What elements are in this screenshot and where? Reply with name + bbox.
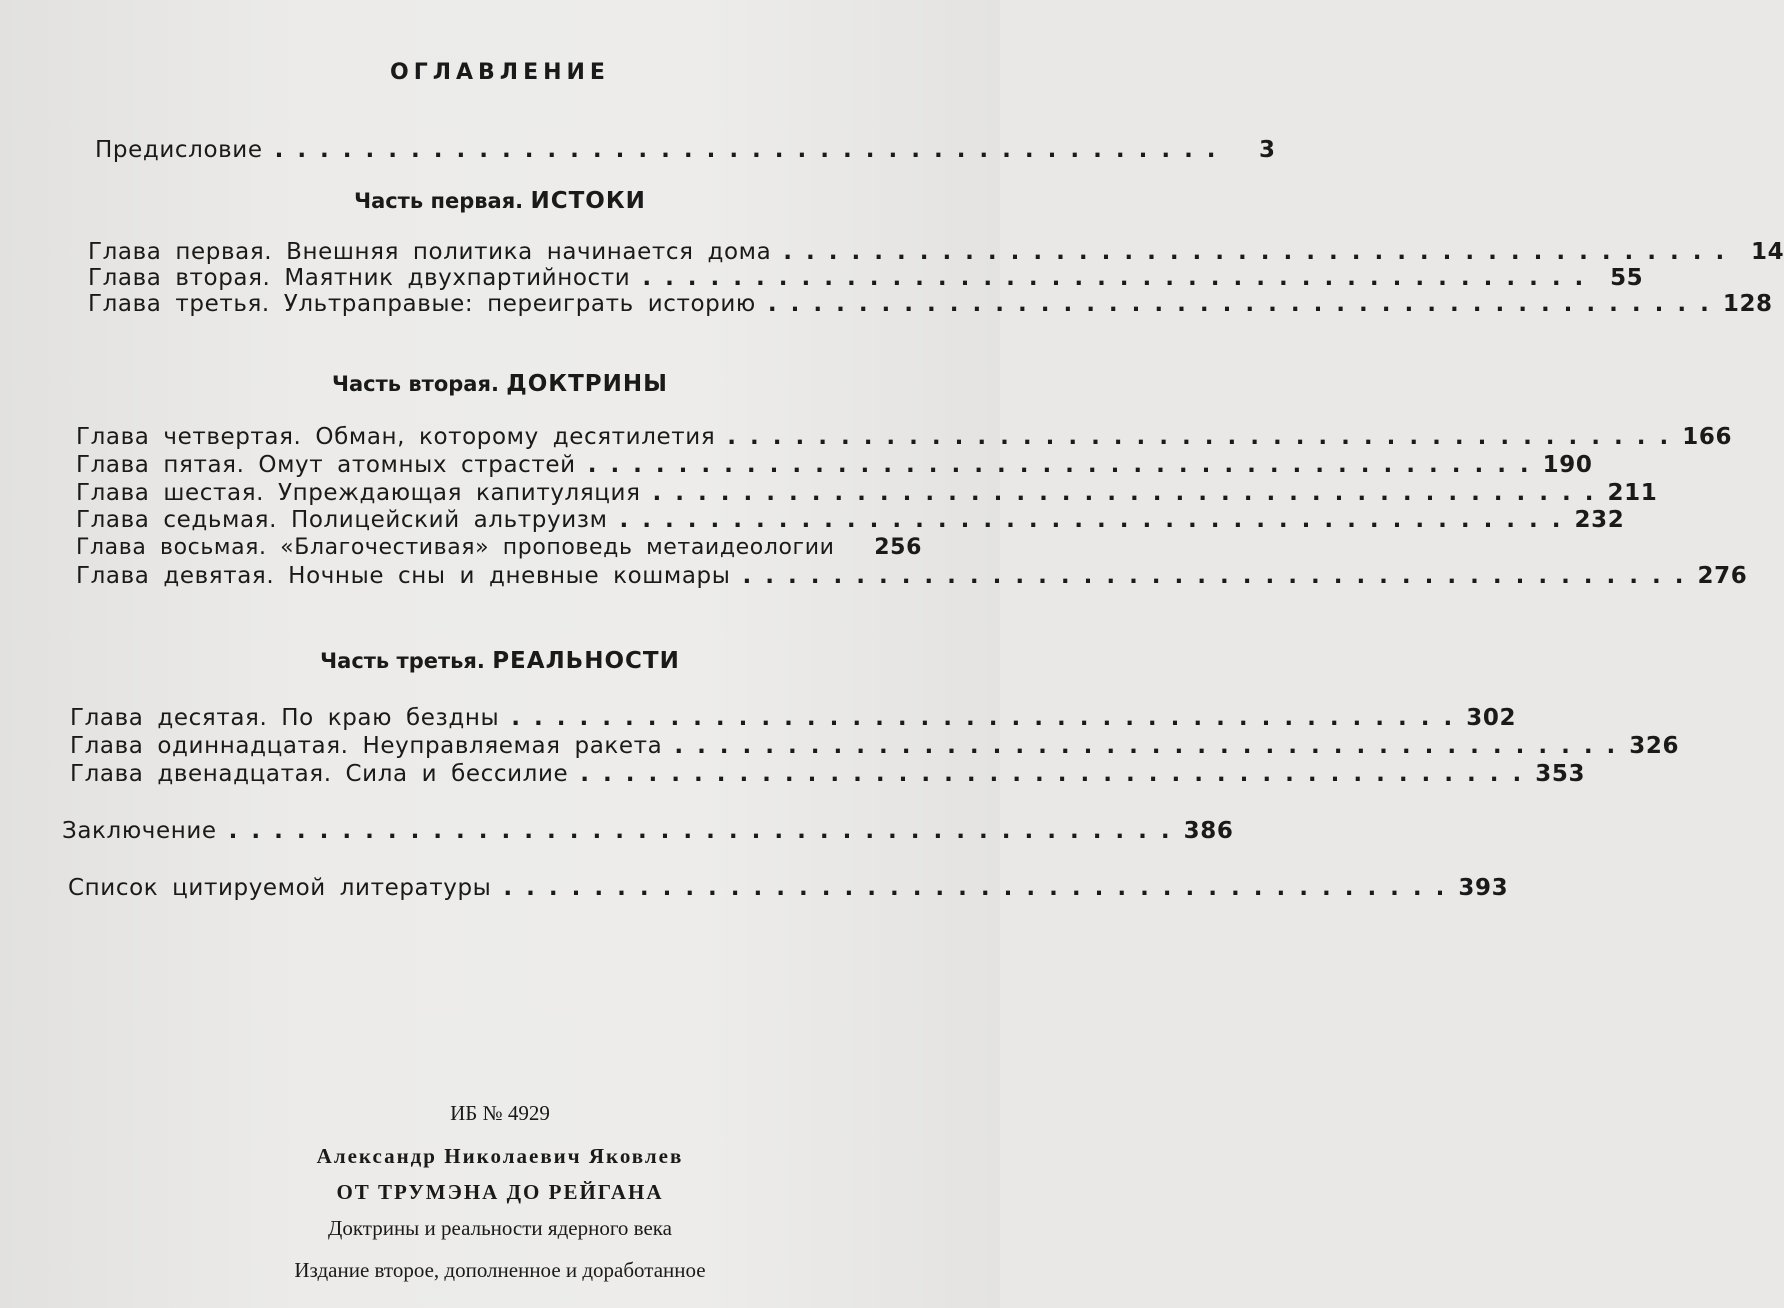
entry-label: Глава двенадцатая. Сила и бессилие	[70, 761, 569, 787]
entry-page: 256	[874, 535, 922, 560]
leader-dots: ..........................................	[511, 705, 1467, 731]
part-heading-2	[0, 371, 1000, 397]
toc-entry-bibliography	[68, 875, 1509, 901]
entry-page: 55	[1610, 265, 1644, 291]
leader-dots: ..........................................	[727, 424, 1683, 450]
toc-entry-chapter-7	[76, 507, 1625, 533]
toc-title: ОГЛАВЛЕНИЕ	[390, 60, 610, 85]
entry-page: 14	[1751, 239, 1784, 265]
leader-dots: ..........................................	[274, 137, 1230, 163]
entry-label: Глава десятая. По краю бездны	[70, 705, 500, 731]
leader-dots: ..........................................	[767, 291, 1723, 317]
toc-entry-chapter-12	[70, 761, 1586, 787]
toc-entry-chapter-9	[76, 563, 1748, 589]
part-label: Часть вторая.	[332, 372, 499, 396]
toc-entry-conclusion	[62, 818, 1234, 844]
toc-entry-chapter-10	[70, 705, 1517, 731]
leader-dots: ..........................................	[783, 239, 1739, 265]
imprint-edition: Издание второе, дополненное и доработанное	[294, 1258, 706, 1282]
leader-dots: ..........................................	[228, 818, 1184, 844]
entry-label: Глава вторая. Маятник двухпартийности	[88, 265, 631, 291]
imprint-subtitle: Доктрины и реальности ядерного века	[328, 1216, 672, 1240]
part-heading-1	[0, 188, 1000, 214]
imprint-ib-number: ИБ № 4929	[450, 1101, 550, 1125]
entry-page: 353	[1535, 761, 1586, 787]
leader-dots: ..........................................	[742, 563, 1698, 589]
entry-label: Глава третья. Ультраправые: переиграть историю	[88, 291, 756, 317]
entry-label: Глава девятая. Ночные сны и дневные кошмары	[76, 563, 731, 589]
leader-dots: ..........................................	[642, 265, 1598, 291]
entry-page: 276	[1697, 563, 1748, 589]
entry-page: 166	[1682, 424, 1733, 450]
part-name: ИСТОКИ	[530, 188, 646, 214]
entry-page: 211	[1607, 480, 1658, 506]
entry-label: Предисловие	[95, 137, 263, 163]
entry-label: Заключение	[62, 818, 217, 844]
entry-label: Глава восьмая. «Благочестивая» проповедь метаидеологии	[76, 535, 835, 560]
toc-entry-chapter-3	[88, 291, 1773, 317]
imprint-book-title: ОТ ТРУМЭНА ДО РЕЙГАНА	[336, 1180, 664, 1204]
leader-dots: ..........................................	[587, 452, 1543, 478]
entry-page: 190	[1542, 452, 1593, 478]
part-name: РЕАЛЬНОСТИ	[492, 648, 680, 674]
entry-label: Список цитируемой литературы	[68, 875, 492, 901]
leader-dots: ..........................................	[652, 480, 1608, 506]
entry-page: 232	[1574, 507, 1625, 533]
part-name: ДОКТРИНЫ	[506, 371, 668, 397]
toc-entry-chapter-4	[76, 424, 1733, 450]
toc-entry-preface	[95, 137, 1276, 163]
entry-label: Глава седьмая. Полицейский альтруизм	[76, 507, 608, 533]
imprint-author: Александр Николаевич Яковлев	[316, 1144, 684, 1168]
leader-dots: ..........................................	[674, 733, 1630, 759]
leader-dots: ..........................................	[619, 507, 1575, 533]
entry-label: Глава одиннадцатая. Неуправляемая ракета	[70, 733, 663, 759]
entry-page: 302	[1466, 705, 1517, 731]
entry-page: 386	[1183, 818, 1234, 844]
entry-page: 3	[1258, 137, 1276, 163]
entry-page: 128	[1722, 291, 1773, 317]
entry-label: Глава первая. Внешняя политика начинается дома	[88, 239, 772, 265]
entry-label: Глава четвертая. Обман, которому десятилетия	[76, 424, 716, 450]
leader-dots: ..........................................	[580, 761, 1536, 787]
entry-page: 326	[1629, 733, 1680, 759]
leader-dots: ..........................................	[503, 875, 1459, 901]
entry-label: Глава пятая. Омут атомных страстей	[76, 452, 576, 478]
toc-entry-chapter-1	[88, 239, 1784, 265]
entry-label: Глава шестая. Упреждающая капитуляция	[76, 480, 641, 506]
entry-page: 393	[1458, 875, 1509, 901]
toc-entry-chapter-2	[88, 265, 1644, 291]
toc-entry-chapter-11	[70, 733, 1680, 759]
part-label: Часть третья.	[320, 649, 485, 673]
part-label: Часть первая.	[354, 189, 524, 213]
toc-entry-chapter-5	[76, 452, 1593, 478]
toc-entry-chapter-8	[76, 535, 922, 560]
toc-entry-chapter-6	[76, 480, 1658, 506]
part-heading-3	[0, 648, 1000, 674]
